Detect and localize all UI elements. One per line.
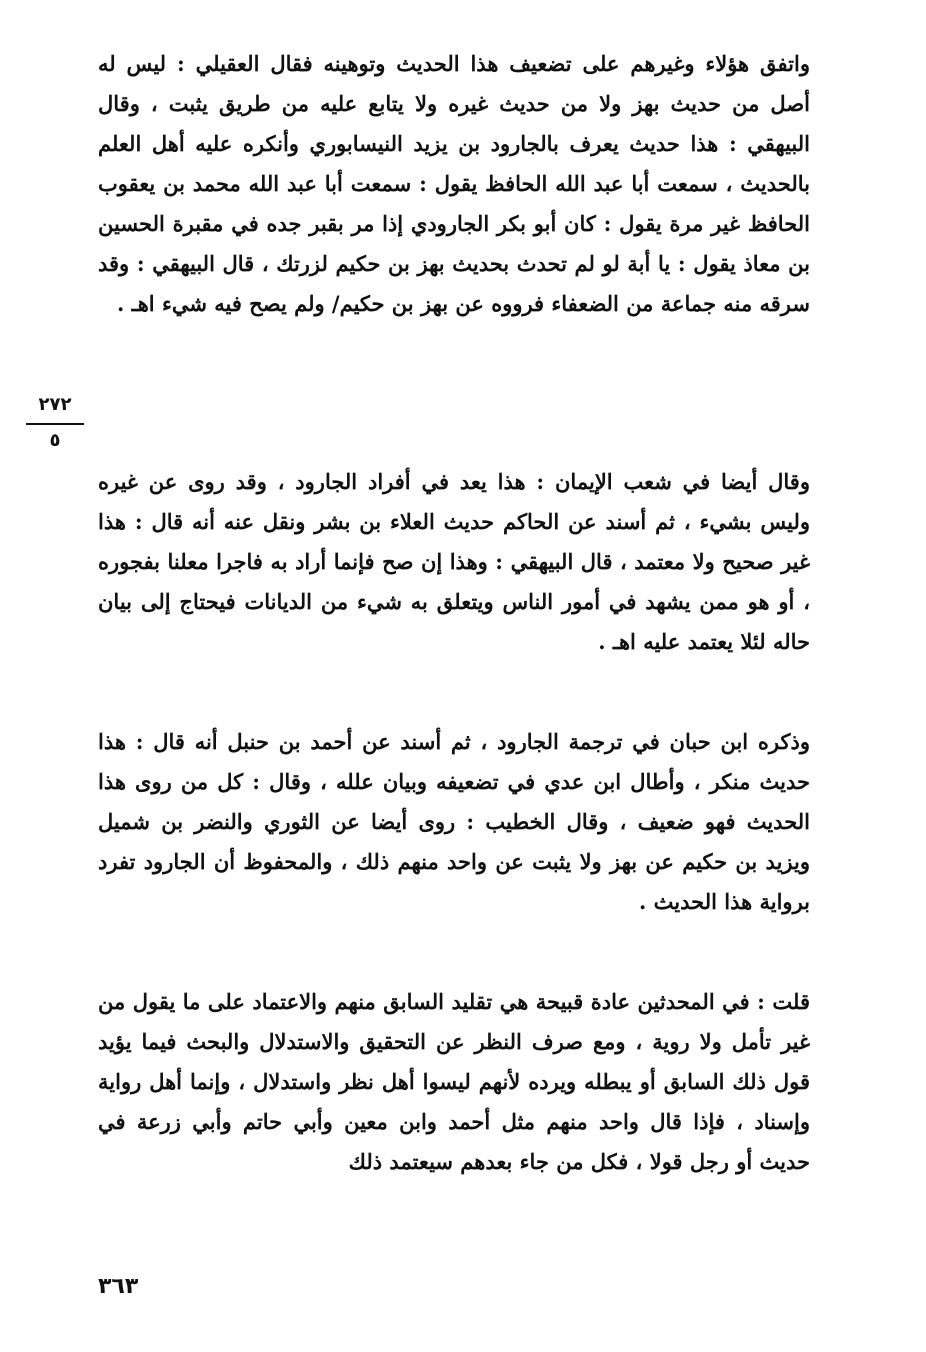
paragraph-2 [98,462,810,662]
paragraph-1 [98,44,810,324]
paragraph-text: وذكره ابن حبان في ترجمة الجارود ، ثم أسند عن أحمد بن حنبل أنه قال : هذا حديث منكر ، وأطال ابن عدي في تضعيفه وبيان علله ، وقال : كل من روى هذا الحديث فهو ضعيف ، وقال الخطيب : روى أيضا عن الثوري والنضر بن شميل ويزيد بن حكيم عن بهز ولا يثبت عن واحد منهم ذلك ، والمحفوظ أن الجارود تفرد برواية هذا الحديث . [98,729,810,914]
paragraph-3 [98,722,810,922]
page-number: ٣٦٣ [98,1274,139,1299]
margin-note [26,393,84,453]
paragraph-text: وقال أيضا في شعب الإيمان : هذا يعد في أفراد الجارود ، وقد روى عن غيره وليس بشيء ، ثم أسند عن الحاكم حديث العلاء بن بشر ونقل عنه أنه قال : هذا غير صحيح ولا معتمد ، قال البيهقي : وهذا إن صح فإنما أراد به فاجرا معلنا بفجوره ، أو هو ممن يشهد في أمور الناس ويتعلق به شيء من الديانات فيحتاج إلى بيان حاله لئلا يعتمد عليه اهـ . [98,469,810,654]
paragraph-text: قلت : في المحدثين عادة قبيحة هي تقليد السابق منهم والاعتماد على ما يقول من غير تأمل ولا روية ، ومع صرف النظر عن التحقيق والاستدلال والبحث فيما يؤيد قول ذلك السابق أو يبطله ويرده لأنهم ليسوا أهل نظر واستدلال ، وإنما أهل رواية وإسناد ، فإذا قال واحد منهم مثل أحمد وابن معين وأبي حاتم وأبي زرعة في حديث أو رجل قولا ، فكل من جاء بعدهم سيعتمد ذلك [98,989,810,1174]
paragraph-text: واتفق هؤلاء وغيرهم على تضعيف هذا الحديث وتوهينه فقال العقيلي : ليس له أصل من حديث بهز ولا من حديث غيره ولا يتابع عليه من طريق يثبت ، وقال البيهقي : هذا حديث يعرف بالجارود بن يزيد النيسابوري وأنكره عليه أهل العلم بالحديث ، سمعت أبا عبد الله الحافظ يقول : سمعت أبا عبد الله محمد بن يعقوب الحافظ غير مرة يقول : كان أبو بكر الجارودي إذا مر بقبر جده في مقبرة الحسين بن معاذ يقول : يا أبة لو لم تحدث بحديث بهز بن حكيم لزرتك ، قال البيهقي : وقد سرقه منه جماعة من الضعفاء فرووه عن بهز بن حكيم/ ولم يصح فيه شيء اهـ . [98,51,810,316]
margin-note-page: ٢٧٢ [26,393,84,425]
margin-note-line: ٥ [49,430,61,451]
paragraph-4 [98,982,810,1182]
